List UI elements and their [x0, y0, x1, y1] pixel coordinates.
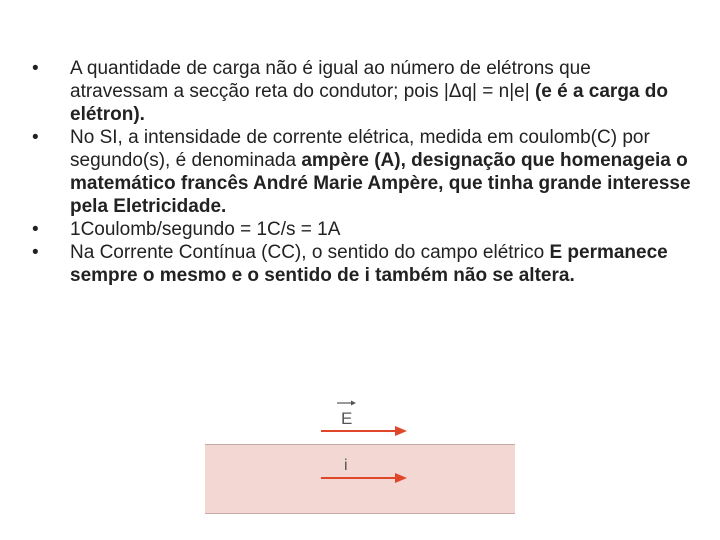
bullet-item [32, 57, 692, 126]
bullet-text-bold: (e é a carga do elétron). [70, 81, 668, 125]
field-label: E [341, 409, 353, 428]
field-arrow-head [395, 426, 407, 436]
bullet-marker: • [32, 127, 39, 148]
current-label: i [344, 457, 348, 474]
bullet-item [32, 218, 692, 241]
bullet-marker: • [32, 58, 39, 79]
bullet-text: Na Corrente Contínua (CC), o sentido do campo elétrico [70, 242, 550, 263]
bullet-text: 1Coulomb/segundo = 1C/s = 1A [70, 219, 341, 240]
bullet-text: No SI, a intensidade de corrente elétrica, medida em coulomb(C) por segundo(s), é denominada [70, 127, 650, 171]
field-vector-bar-head [351, 401, 356, 406]
bullet-marker: • [32, 242, 39, 263]
bullet-marker: • [32, 219, 39, 240]
bullet-item [32, 241, 692, 287]
bullet-text-bold: E permanece sempre o mesmo e o sentido de i também não se altera. [70, 242, 668, 286]
bullet-text-bold: ampère (A), designação que homenageia o matemático francês André Marie Ampère, que tinha grande interesse pela Eletricidade. [70, 150, 691, 217]
bullet-text: A quantidade de carga não é igual ao número de elétrons que atravessam a secção reta do condutor; pois |Δq| = n|e| [70, 58, 591, 102]
conductor-figure [205, 398, 515, 522]
bullet-list [32, 57, 692, 287]
bullet-item [32, 126, 692, 218]
